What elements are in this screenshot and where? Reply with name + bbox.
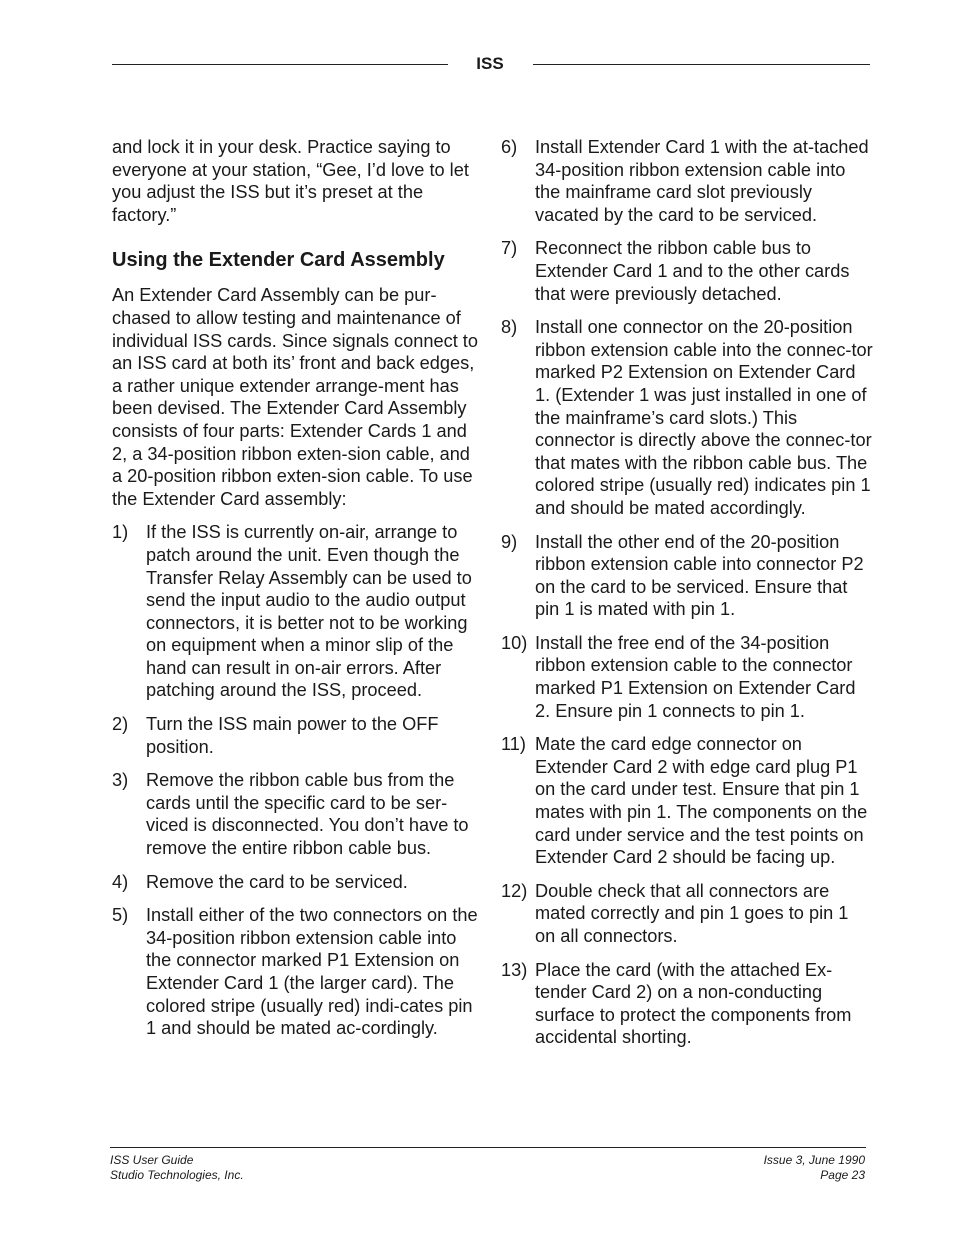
list-item bbox=[501, 733, 873, 869]
list-item-text: Double check that all connectors are mated correctly and pin 1 goes to pin 1 on all connectors. bbox=[535, 880, 849, 946]
footer-right bbox=[764, 1153, 865, 1183]
intro-paragraph: and lock it in your desk. Practice saying to everyone at your station, “Gee, I’d love to let you adjust the ISS but it’s preset at the factory.” bbox=[112, 137, 469, 225]
footer-page-number: Page 23 bbox=[820, 1168, 865, 1182]
list-item-number: 11) bbox=[501, 734, 526, 755]
list-item-text: Remove the card to be serviced. bbox=[146, 871, 408, 892]
list-item-text: Reconnect the ribbon cable bus to Extender Card 1 and to the other cards that were previously detached. bbox=[535, 238, 850, 304]
list-item-number: 2) bbox=[112, 714, 129, 735]
footer-rule bbox=[110, 1147, 866, 1148]
left-column bbox=[112, 136, 484, 1051]
header-rule-right bbox=[533, 64, 870, 65]
page-header-title: ISS bbox=[476, 54, 504, 73]
list-item-text: Mate the card edge connector on Extender Card 2 with edge card plug P1 on the card under test. Ensure that pin 1 mates with pin 1. The components on the card under service and the test points on Extender Card 2 should be facing up. bbox=[535, 734, 868, 868]
list-item bbox=[501, 632, 873, 722]
right-column bbox=[501, 136, 873, 1060]
list-item bbox=[501, 237, 873, 305]
list-item bbox=[501, 880, 873, 948]
list-item bbox=[112, 521, 484, 702]
list-item-number: 8) bbox=[501, 317, 518, 338]
list-item bbox=[112, 713, 484, 758]
list-item bbox=[112, 904, 484, 1040]
list-item-number: 1) bbox=[112, 522, 129, 543]
section-body-paragraph: An Extender Card Assembly can be pur-chased to allow testing and maintenance of individual ISS cards. Since signals connect to an ISS card at both its’ front and back edges, a rather unique extender arrange-ment has been devised. The Extender Card Assembly consists of four parts: Extender Cards 1 and 2, a 34-position ribbon exten-sion cable, and a 20-position ribbon exten-sion cable. To use the Extender Card assembly: bbox=[112, 285, 478, 509]
list-item-text: Place the card (with the attached Ex-tender Card 2) on a non-conducting surface to protect the components from accidental shorting. bbox=[535, 959, 852, 1048]
list-item bbox=[112, 871, 484, 894]
list-item bbox=[501, 136, 873, 226]
list-item-text: Install the free end of the 34-position ribbon extension cable to the connector marked P1 Extension on Extender Card 2. Ensure pin 1 connects to pin 1. bbox=[535, 632, 856, 721]
list-item-text: Remove the ribbon cable bus from the cards until the specific card to be ser-viced is disconnected. You don’t have to remove the entire ribbon cable bus. bbox=[146, 770, 469, 859]
list-item bbox=[501, 531, 873, 621]
list-item-text: Install one connector on the 20-position ribbon extension cable into the connec-tor marked P2 Extension on Extender Card 1. (Extender 1 was just installed in one of the mainframe’s card slots.) This connector is directly above the connec-tor that mates with the ribbon cable bus. The colored stripe (usually red) indicates pin 1 and should be mated accordingly. bbox=[535, 317, 873, 518]
list-item-number: 3) bbox=[112, 770, 129, 791]
footer-company: Studio Technologies, Inc. bbox=[110, 1168, 244, 1182]
list-item-text: If the ISS is currently on-air, arrange to patch around the unit. Even though the Transfer Relay Assembly can be used to send the input audio to the audio output connectors, it is better not to be working on equipment when a minor slip of the hand can result in on-air errors. After patching around the ISS, proceed. bbox=[146, 522, 472, 701]
list-item-number: 4) bbox=[112, 871, 129, 892]
list-item-text: Install either of the two connectors on the 34-position ribbon extension cable into the connector marked P1 Extension on Extender Card 1 (the larger card). The colored stripe (usually red) indi-cates pin 1 and should be mated ac-cordingly. bbox=[146, 905, 478, 1039]
list-item-number: 9) bbox=[501, 531, 518, 552]
list-item bbox=[501, 959, 873, 1049]
list-item bbox=[112, 769, 484, 859]
list-item-number: 5) bbox=[112, 905, 129, 926]
section-heading: Using the Extender Card Assembly bbox=[112, 249, 445, 272]
list-item-number: 12) bbox=[501, 880, 528, 901]
list-item bbox=[501, 316, 873, 519]
list-item-text: Install Extender Card 1 with the at-tached 34-position ribbon extension cable into the mainframe card slot previously vacated by the card to be serviced. bbox=[535, 137, 869, 225]
header-rule-left bbox=[112, 64, 448, 65]
list-item-number: 6) bbox=[501, 137, 518, 157]
list-item-text: Turn the ISS main power to the OFF position. bbox=[146, 714, 439, 757]
list-item-number: 7) bbox=[501, 238, 518, 259]
list-item-number: 13) bbox=[501, 959, 528, 980]
footer-issue: Issue 3, June 1990 bbox=[763, 1153, 865, 1167]
list-item-number: 10) bbox=[501, 632, 528, 653]
footer-guide-name: ISS User Guide bbox=[110, 1153, 194, 1167]
footer-left bbox=[110, 1153, 244, 1183]
list-item-text: Install the other end of the 20-position ribbon extension cable into connector P2 on the card to be serviced. Ensure that pin 1 is mated with pin 1. bbox=[535, 531, 864, 620]
